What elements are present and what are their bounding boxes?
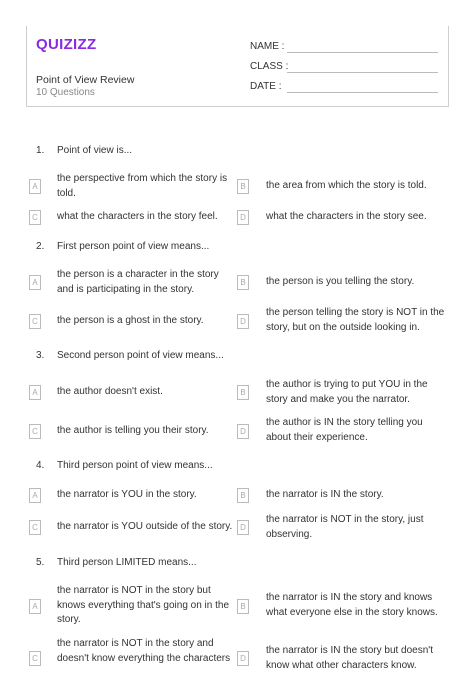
option-letter[interactable]: B: [237, 385, 249, 400]
date-label: DATE :: [250, 81, 282, 92]
option-text: the author is IN the story telling you about their experience.: [266, 417, 423, 443]
question-number: 4.: [36, 460, 45, 471]
class-label: CLASS :: [250, 61, 289, 72]
question-number: 5.: [36, 557, 45, 568]
option-letter[interactable]: D: [237, 651, 249, 666]
option-text: the narrator is YOU outside of the story.: [57, 521, 233, 532]
option-letter[interactable]: C: [29, 424, 41, 439]
option-text: the author is trying to put YOU in the story and make you the narrator.: [266, 379, 428, 405]
question-number: 2.: [36, 241, 45, 252]
class-line: [287, 72, 438, 73]
question-text: Point of view is...: [57, 145, 133, 156]
question-text: Third person point of view means...: [57, 460, 213, 471]
quizizz-logo: QUIZIZZ: [36, 36, 97, 53]
option-letter[interactable]: A: [29, 179, 41, 194]
option-letter[interactable]: A: [29, 599, 41, 614]
question-count: 10 Questions: [36, 87, 95, 98]
question-text: Second person point of view means...: [57, 350, 224, 361]
question-text: First person point of view means...: [57, 241, 210, 252]
option-letter[interactable]: D: [237, 314, 249, 329]
date-line: [287, 92, 438, 93]
question-number: 1.: [36, 145, 45, 156]
date-field[interactable]: [250, 81, 281, 92]
option-letter[interactable]: C: [29, 651, 41, 666]
option-letter[interactable]: D: [237, 520, 249, 535]
option-text: the person telling the story is NOT in the story, but on the outside looking in.: [266, 307, 445, 333]
option-letter[interactable]: D: [237, 210, 249, 225]
name-label: NAME :: [250, 41, 285, 52]
option-letter[interactable]: B: [237, 275, 249, 290]
option-text: what the characters in the story feel.: [57, 211, 218, 222]
option-text: the narrator is IN the story and knows what everyone else in the story knows.: [266, 592, 438, 618]
option-text: what the characters in the story see.: [266, 211, 427, 222]
option-text: the author doesn't exist.: [57, 386, 163, 397]
name-field[interactable]: [250, 41, 284, 52]
option-letter[interactable]: C: [29, 314, 41, 329]
question-text: Third person LIMITED means...: [57, 557, 197, 568]
option-text: the narrator is YOU in the story.: [57, 489, 197, 500]
option-letter[interactable]: A: [29, 385, 41, 400]
option-letter[interactable]: C: [29, 210, 41, 225]
option-letter[interactable]: D: [237, 424, 249, 439]
question-number: 3.: [36, 350, 45, 361]
name-line: [287, 52, 438, 53]
option-text: the area from which the story is told.: [266, 180, 427, 191]
option-letter[interactable]: C: [29, 520, 41, 535]
option-text: the narrator is NOT in the story, just observing.: [266, 514, 424, 540]
option-text: the narrator is NOT in the story but knows everything that's going on in the story.: [57, 585, 230, 625]
option-letter[interactable]: B: [237, 599, 249, 614]
option-text: the narrator is IN the story.: [266, 489, 384, 500]
option-text: the person is a ghost in the story.: [57, 315, 204, 326]
option-text: the person is you telling the story.: [266, 276, 415, 287]
option-text: the author is telling you their story.: [57, 425, 209, 436]
option-letter[interactable]: B: [237, 488, 249, 503]
option-text: the person is a character in the story and is participating in the story.: [57, 269, 219, 295]
option-text: the narrator is NOT in the story and doesn't know everything the characters: [57, 638, 231, 664]
option-letter[interactable]: A: [29, 488, 41, 503]
option-text: the narrator is IN the story but doesn't know what other characters know.: [266, 645, 433, 671]
option-text: the perspective from which the story is told.: [57, 173, 228, 199]
option-letter[interactable]: A: [29, 275, 41, 290]
class-field[interactable]: [250, 61, 288, 72]
worksheet-title: Point of View Review: [36, 74, 135, 86]
option-letter[interactable]: B: [237, 179, 249, 194]
